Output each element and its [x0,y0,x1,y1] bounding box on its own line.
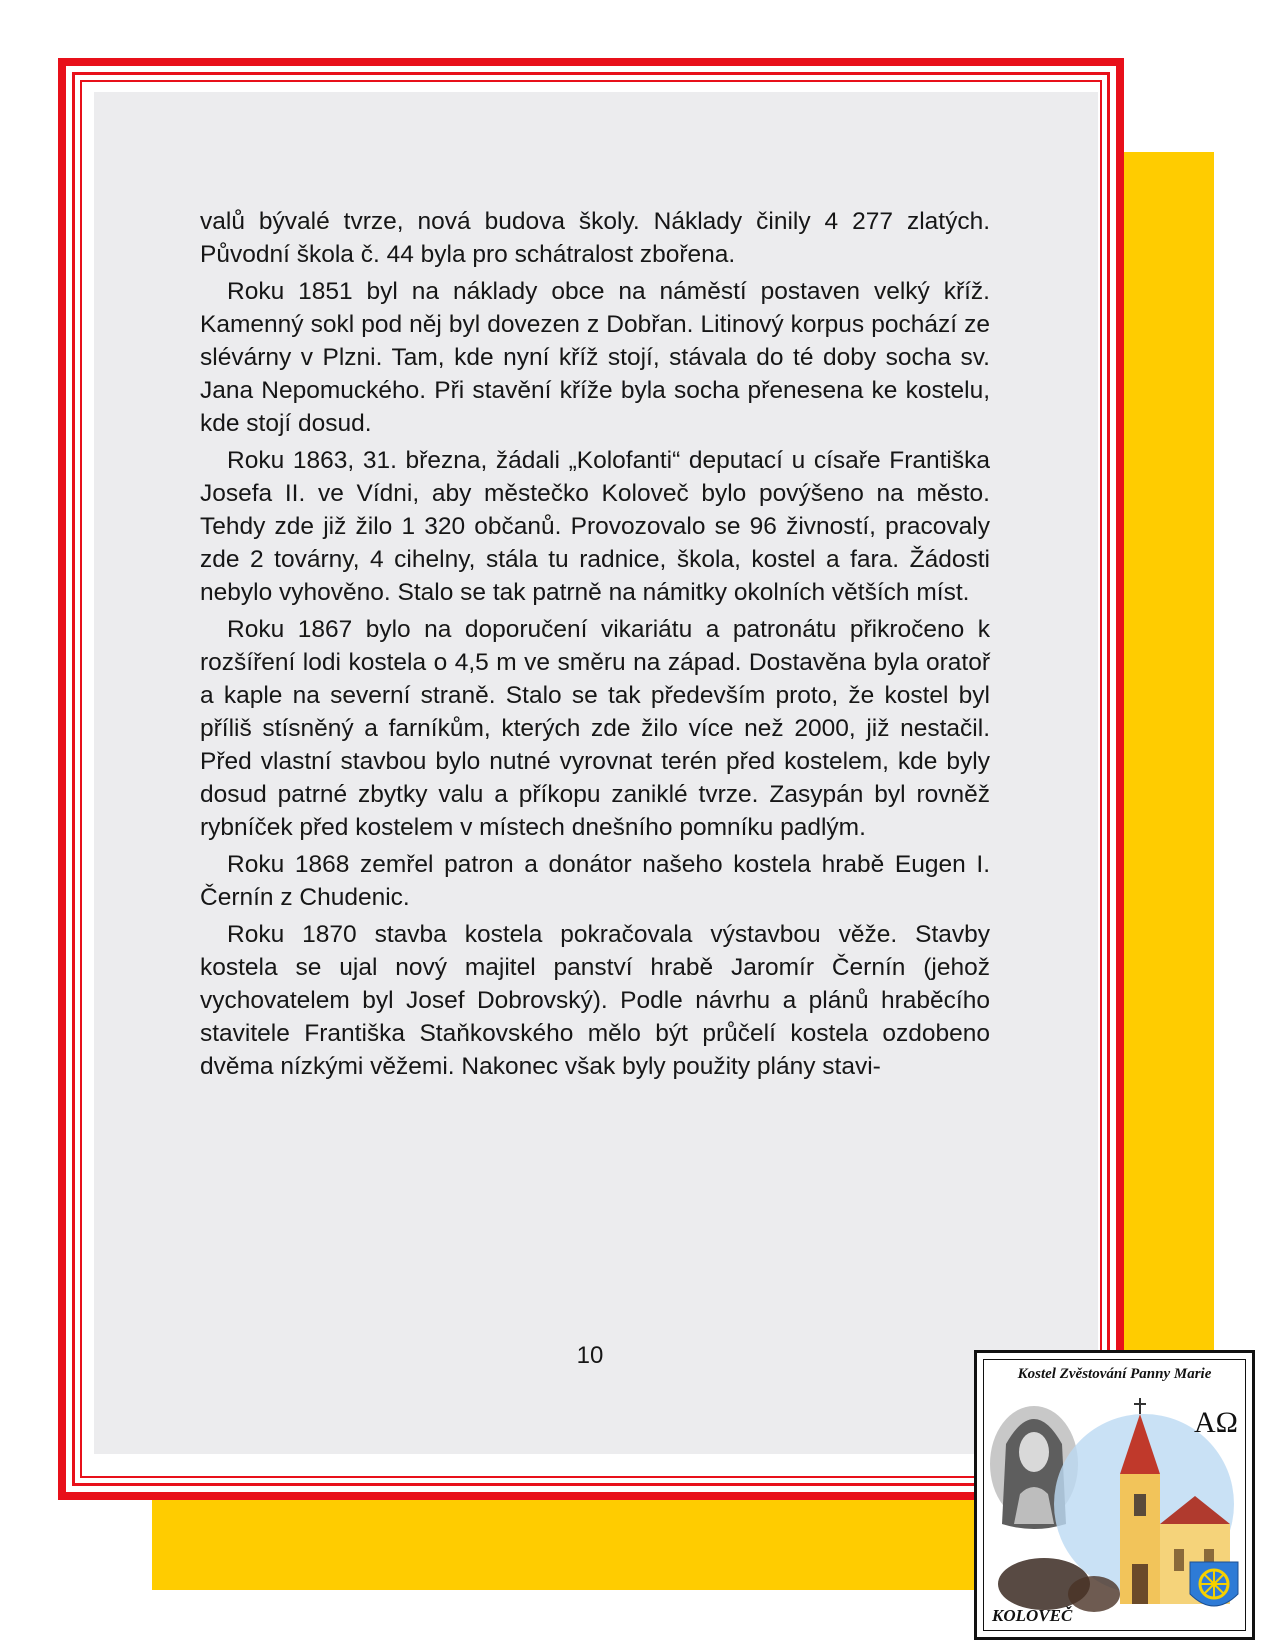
coat-of-arms-wheel-icon [1190,1562,1238,1606]
paragraph-6: Roku 1870 stavba kostela pokračovala výstavbou věže. Stavby kostela se ujal nový majitel panství hrabě Jaromír Černín (jehož vychovatelem byl Josef Dobrovský). Podle návrhu a plánů hraběcího stavitele Františka Staňkovského mělo být průčelí kostela ozdobeno dvěma nízkými věžemi. Nakonec však byly použity plány stavi- [200,921,990,1080]
paragraph-1: valů bývalé tvrze, nová budova školy. Náklady činily 4 277 zlatých. Původní škola č. 44 byla pro schátralost zbořena. [200,208,990,268]
paragraph-2: Roku 1851 byl na náklady obce na náměstí postaven velký kříž. Kamenný sokl pod něj byl dovezen z Dobřan. Litinový korpus pochází ze slévárny v Plzni. Tam, kde nyní kříž stojí, stávala do té doby socha sv. Jana Nepomuckého. Při stavění kříže byla socha přenesena ke kostelu, kde stojí dosud. [200,278,990,437]
page-text [200,205,990,1087]
page-number: 10 [576,1342,604,1369]
badge-inner-frame [983,1359,1246,1631]
alpha-omega-icon: AΩ [1194,1406,1238,1439]
paragraph-3: Roku 1863, 31. března, žádali „Kolofanti“ deputací u císaře Františka Josefa II. ve Vídni, aby městečko Koloveč bylo povýšeno na město. Tehdy zde již žilo 1 320 občanů. Provozovalo se 96 živností, pracovaly zde 2 továrny, 4 cihelny, stála tu radnice, škola, kostel a fara. Žádosti nebylo vyhověno. Stalo se tak patrně na námitky okolních větších míst. [200,447,990,606]
paragraph-4: Roku 1867 bylo na doporučení vikariátu a patronátu přikročeno k rozšíření lodi kostela o 4,5 m ve směru na západ. Dostavěna byla oratoř a kaple na severní straně. Stalo se tak především proto, že kostel byl příliš stísněný a farníkům, kterých zde žilo více než 2000, již nestačil. Před vlastní stavbou bylo nutné vyrovnat terén před kostelem, kde byly dosud patrné zbytky valu a příkopu zaniklé tvrze. Zasypán byl rovněž rybníček před kostelem v místech dnešního pomníku padlým. [200,616,990,841]
badge-title: Kostel Zvěstování Panny Marie [1017,1366,1212,1382]
paragraph-5: Roku 1868 zemřel patron a donátor našeho kostela hrabě Eugen I. Černín z Chudenic. [200,851,990,911]
badge-footer-town: KOLOVEČ [992,1606,1073,1625]
badge-illustration [984,1384,1246,1622]
church-badge [974,1350,1255,1640]
